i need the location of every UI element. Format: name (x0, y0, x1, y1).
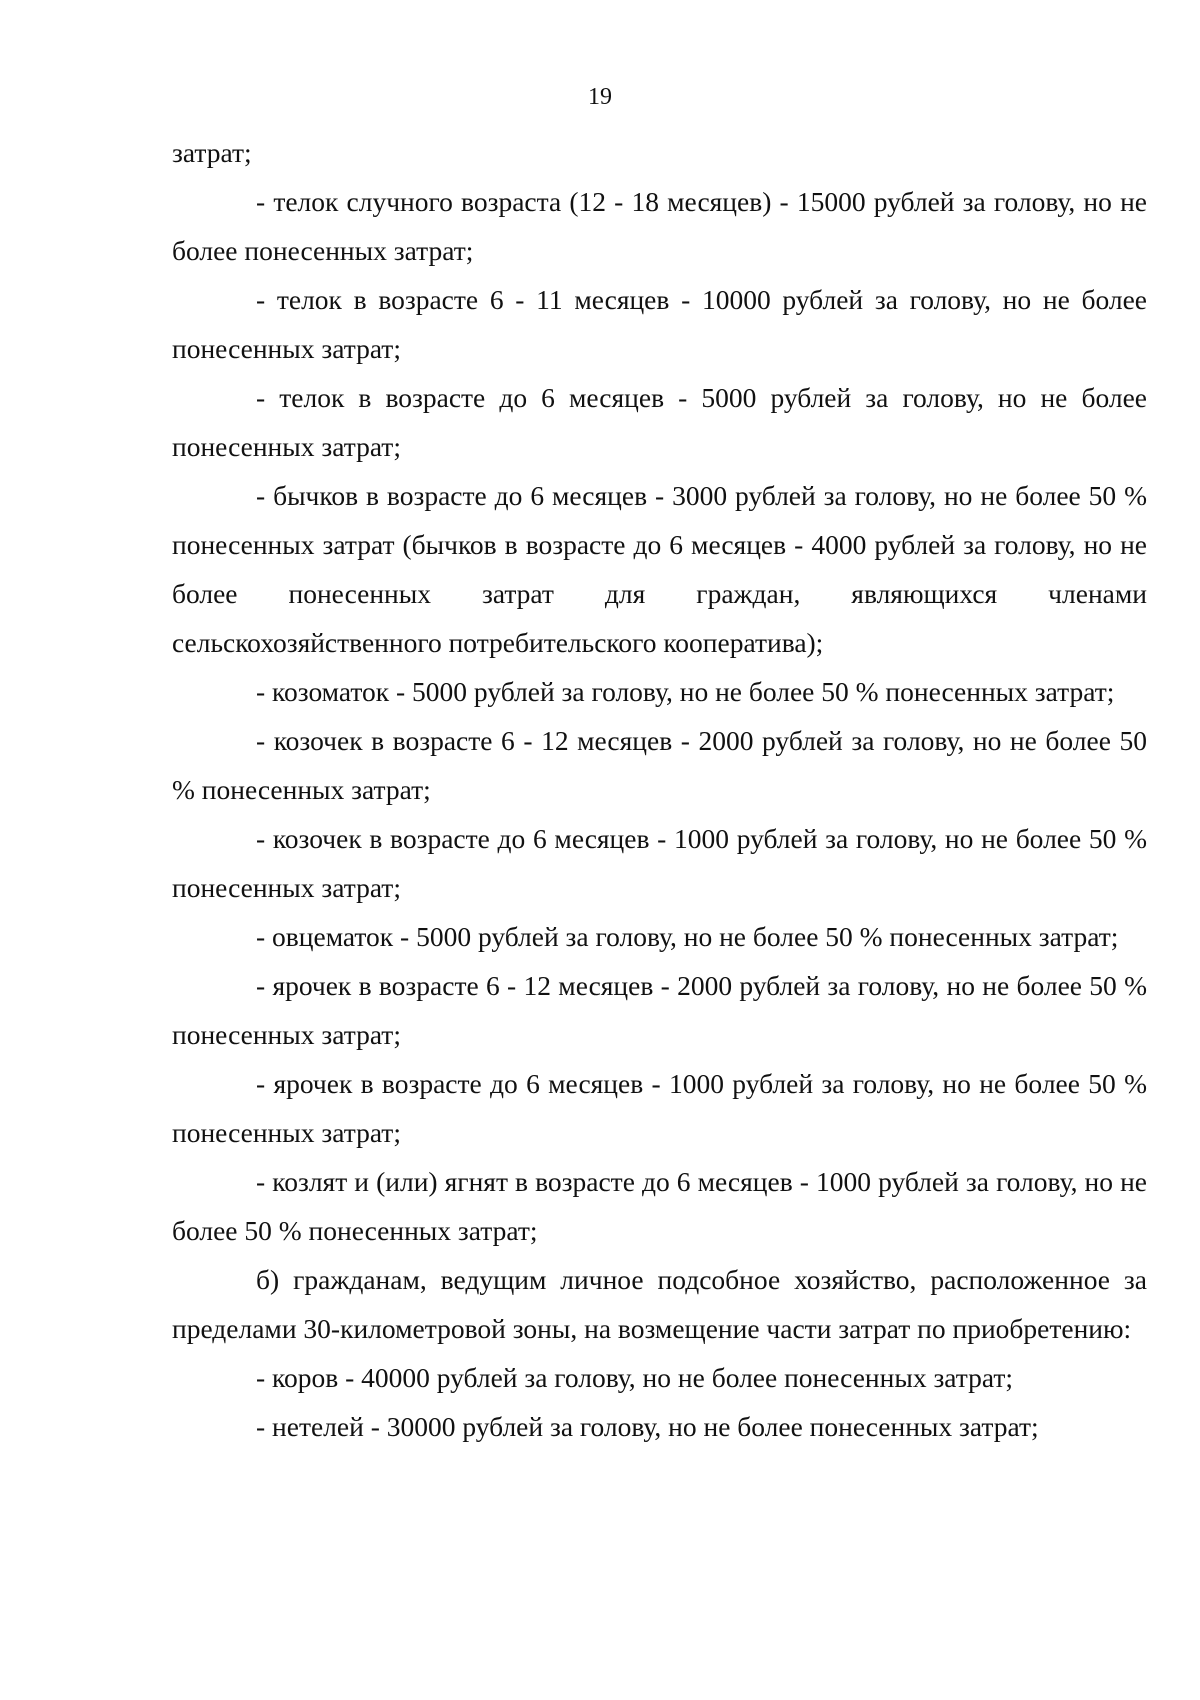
paragraph-continuation: затрат; (172, 137, 252, 168)
paragraph-doelings-6-12-months: - козочек в возрасте 6 - 12 месяцев - 2000 рублей за голову, но не более 50 % понесенных затрат; (172, 725, 1147, 805)
page-number: 19 (588, 84, 612, 110)
paragraph-heifers-breeding-age: - телок случного возраста (12 - 18 месяцев) - 15000 рублей за голову, но не более понесенных затрат; (172, 186, 1147, 266)
paragraph-heifers-6-11-months: - телок в возрасте 6 - 11 месяцев - 10000 рублей за голову, но не более понесенных затрат; (172, 284, 1147, 364)
document-body (172, 128, 1147, 1451)
paragraph-ewe-lambs-6-12-months: - ярочек в возрасте 6 - 12 месяцев - 2000 рублей за голову, но не более 50 % понесенных затрат; (172, 970, 1147, 1050)
paragraph-ewes: - овцематок - 5000 рублей за голову, но не более 50 % понесенных затрат; (256, 921, 1119, 952)
paragraph-doelings-under-6-months: - козочек в возрасте до 6 месяцев - 1000 рублей за голову, но не более 50 % понесенных затрат; (172, 823, 1147, 903)
paragraph-cows: - коров - 40000 рублей за голову, но не более понесенных затрат; (256, 1362, 1014, 1393)
paragraph-section-b: б) гражданам, ведущим личное подсобное хозяйство, расположенное за пределами 30-километровой зоны, на возмещение части затрат по приобретению: (172, 1264, 1147, 1344)
paragraph-goat-does: - козоматок - 5000 рублей за голову, но не более 50 % понесенных затрат; (256, 676, 1115, 707)
paragraph-ewe-lambs-under-6-months: - ярочек в возрасте до 6 месяцев - 1000 рублей за голову, но не более 50 % понесенных затрат; (172, 1068, 1147, 1148)
paragraph-kids-lambs: - козлят и (или) ягнят в возрасте до 6 месяцев - 1000 рублей за голову, но не более 50 % понесенных затрат; (172, 1166, 1147, 1246)
paragraph-heifers-under-6-months: - телок в возрасте до 6 месяцев - 5000 рублей за голову, но не более понесенных затрат; (172, 382, 1147, 462)
paragraph-heifers-pregnant: - нетелей - 30000 рублей за голову, но не более понесенных затрат; (256, 1411, 1039, 1442)
paragraph-bull-calves: - бычков в возрасте до 6 месяцев - 3000 рублей за голову, но не более 50 % понесенных затрат (бычков в возрасте до 6 месяцев - 4000 рублей за голову, но не более понесенных затрат для граждан, являющихся членами сельскохозяйственного потребительского кооператива); (172, 480, 1147, 658)
